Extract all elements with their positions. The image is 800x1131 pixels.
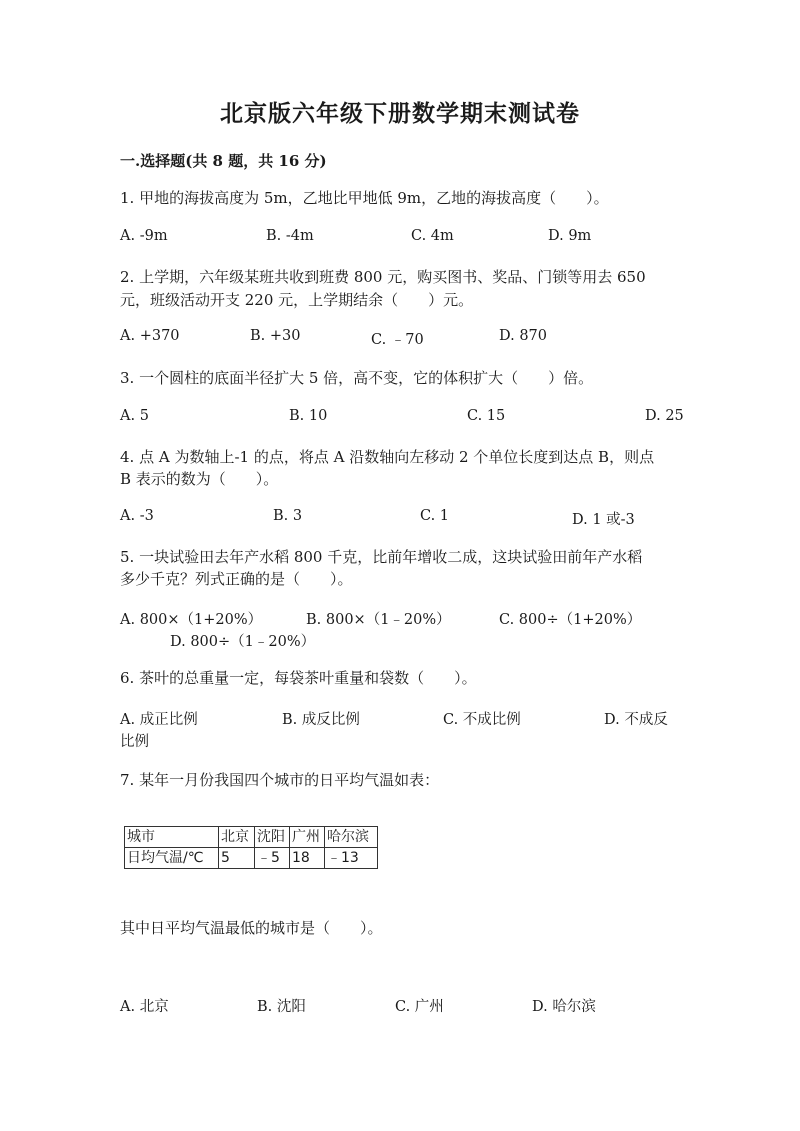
question-1-option-a[interactable]: A. -9m xyxy=(120,228,168,244)
table-header-row xyxy=(125,827,378,848)
table-cell: 城市 xyxy=(125,827,219,848)
question-3-option-a[interactable]: A. 5 xyxy=(120,408,149,424)
question-6-option-b[interactable]: B. 成反比例 xyxy=(282,712,360,728)
question-5-text-line-2: 多少千克？列式正确的是（ ）。 xyxy=(120,570,353,588)
question-6-option-a[interactable]: A. 成正比例 xyxy=(120,712,198,728)
question-1-option-b[interactable]: B. -4m xyxy=(266,228,314,244)
table-cell: 北京 xyxy=(219,827,255,848)
question-4-option-c[interactable]: C. 1 xyxy=(420,508,450,524)
question-6-option-d[interactable]: D. 不成反 xyxy=(604,712,668,728)
question-4-text-line-1: 4. 点 A 为数轴上-1 的点，将点 A 沿数轴向左移动 2 个单位长度到达点 B，则点 xyxy=(120,448,655,466)
question-3-option-c[interactable]: C. 15 xyxy=(467,408,506,424)
table-cell: 广州 xyxy=(290,827,325,848)
question-2-option-c[interactable]: C. ﹣70 xyxy=(371,332,424,348)
question-3-text: 3. 一个圆柱的底面半径扩大 5 倍，高不变，它的体积扩大（ ）倍。 xyxy=(120,369,594,387)
question-5-option-b[interactable]: B. 800×（1﹣20%） xyxy=(306,612,451,628)
question-7-option-b[interactable]: B. 沈阳 xyxy=(257,999,306,1015)
question-5-option-d[interactable]: D. 800÷（1﹣20%） xyxy=(170,634,316,650)
question-4-text-line-2: B 表示的数为（ ）。 xyxy=(120,470,279,488)
temperature-table xyxy=(124,826,378,869)
question-2-text-line-1: 2. 上学期，六年级某班共收到班费 800 元，购买图书、奖品、门锁等用去 650 xyxy=(120,268,646,286)
question-2-option-d[interactable]: D. 870 xyxy=(499,328,548,344)
question-7-option-d[interactable]: D. 哈尔滨 xyxy=(532,999,596,1015)
question-6-option-c[interactable]: C. 不成比例 xyxy=(443,712,521,728)
question-1-text: 1. 甲地的海拔高度为 5m，乙地比甲地低 9m，乙地的海拔高度（ ）。 xyxy=(120,189,609,207)
table-cell: 18 xyxy=(290,848,325,869)
question-4-option-d[interactable]: D. 1 或-3 xyxy=(572,512,635,528)
question-1-option-c[interactable]: C. 4m xyxy=(411,228,454,244)
question-7-followup: 其中日平均气温最低的城市是（ ）。 xyxy=(120,919,383,937)
question-2-option-a[interactable]: A. +370 xyxy=(120,328,180,344)
page-title: 北京版六年级下册数学期末测试卷 xyxy=(220,100,580,127)
question-2-option-b[interactable]: B. +30 xyxy=(250,328,301,344)
table-cell: 哈尔滨 xyxy=(325,827,378,848)
section-heading: 一.选择题(共 8 题，共 16 分) xyxy=(120,152,327,170)
table-cell: 沈阳 xyxy=(255,827,290,848)
question-2-text-line-2: 元，班级活动开支 220 元，上学期结余（ ）元。 xyxy=(120,291,474,309)
question-5-text-line-1: 5. 一块试验田去年产水稻 800 千克，比前年增收二成，这块试验田前年产水稻 xyxy=(120,548,643,566)
table-cell: ﹣5 xyxy=(255,848,290,869)
table-row xyxy=(125,848,378,869)
question-3-option-d[interactable]: D. 25 xyxy=(645,408,684,424)
question-4-option-b[interactable]: B. 3 xyxy=(273,508,303,524)
table-cell: 5 xyxy=(219,848,255,869)
question-1-option-d[interactable]: D. 9m xyxy=(548,228,592,244)
table-cell: 日均气温/℃ xyxy=(125,848,219,869)
question-6-option-d-wrap: 比例 xyxy=(120,734,149,750)
question-4-option-a[interactable]: A. -3 xyxy=(120,508,154,524)
question-5-option-c[interactable]: C. 800÷（1+20%） xyxy=(499,612,642,628)
question-7-option-a[interactable]: A. 北京 xyxy=(120,999,169,1015)
question-3-option-b[interactable]: B. 10 xyxy=(289,408,328,424)
question-7-option-c[interactable]: C. 广州 xyxy=(395,999,444,1015)
question-5-option-a[interactable]: A. 800×（1+20%） xyxy=(120,612,263,628)
table-cell: ﹣13 xyxy=(325,848,378,869)
question-7-text: 7. 某年一月份我国四个城市的日平均气温如表： xyxy=(120,771,440,789)
question-6-text: 6. 茶叶的总重量一定，每袋茶叶重量和袋数（ ）。 xyxy=(120,669,477,687)
